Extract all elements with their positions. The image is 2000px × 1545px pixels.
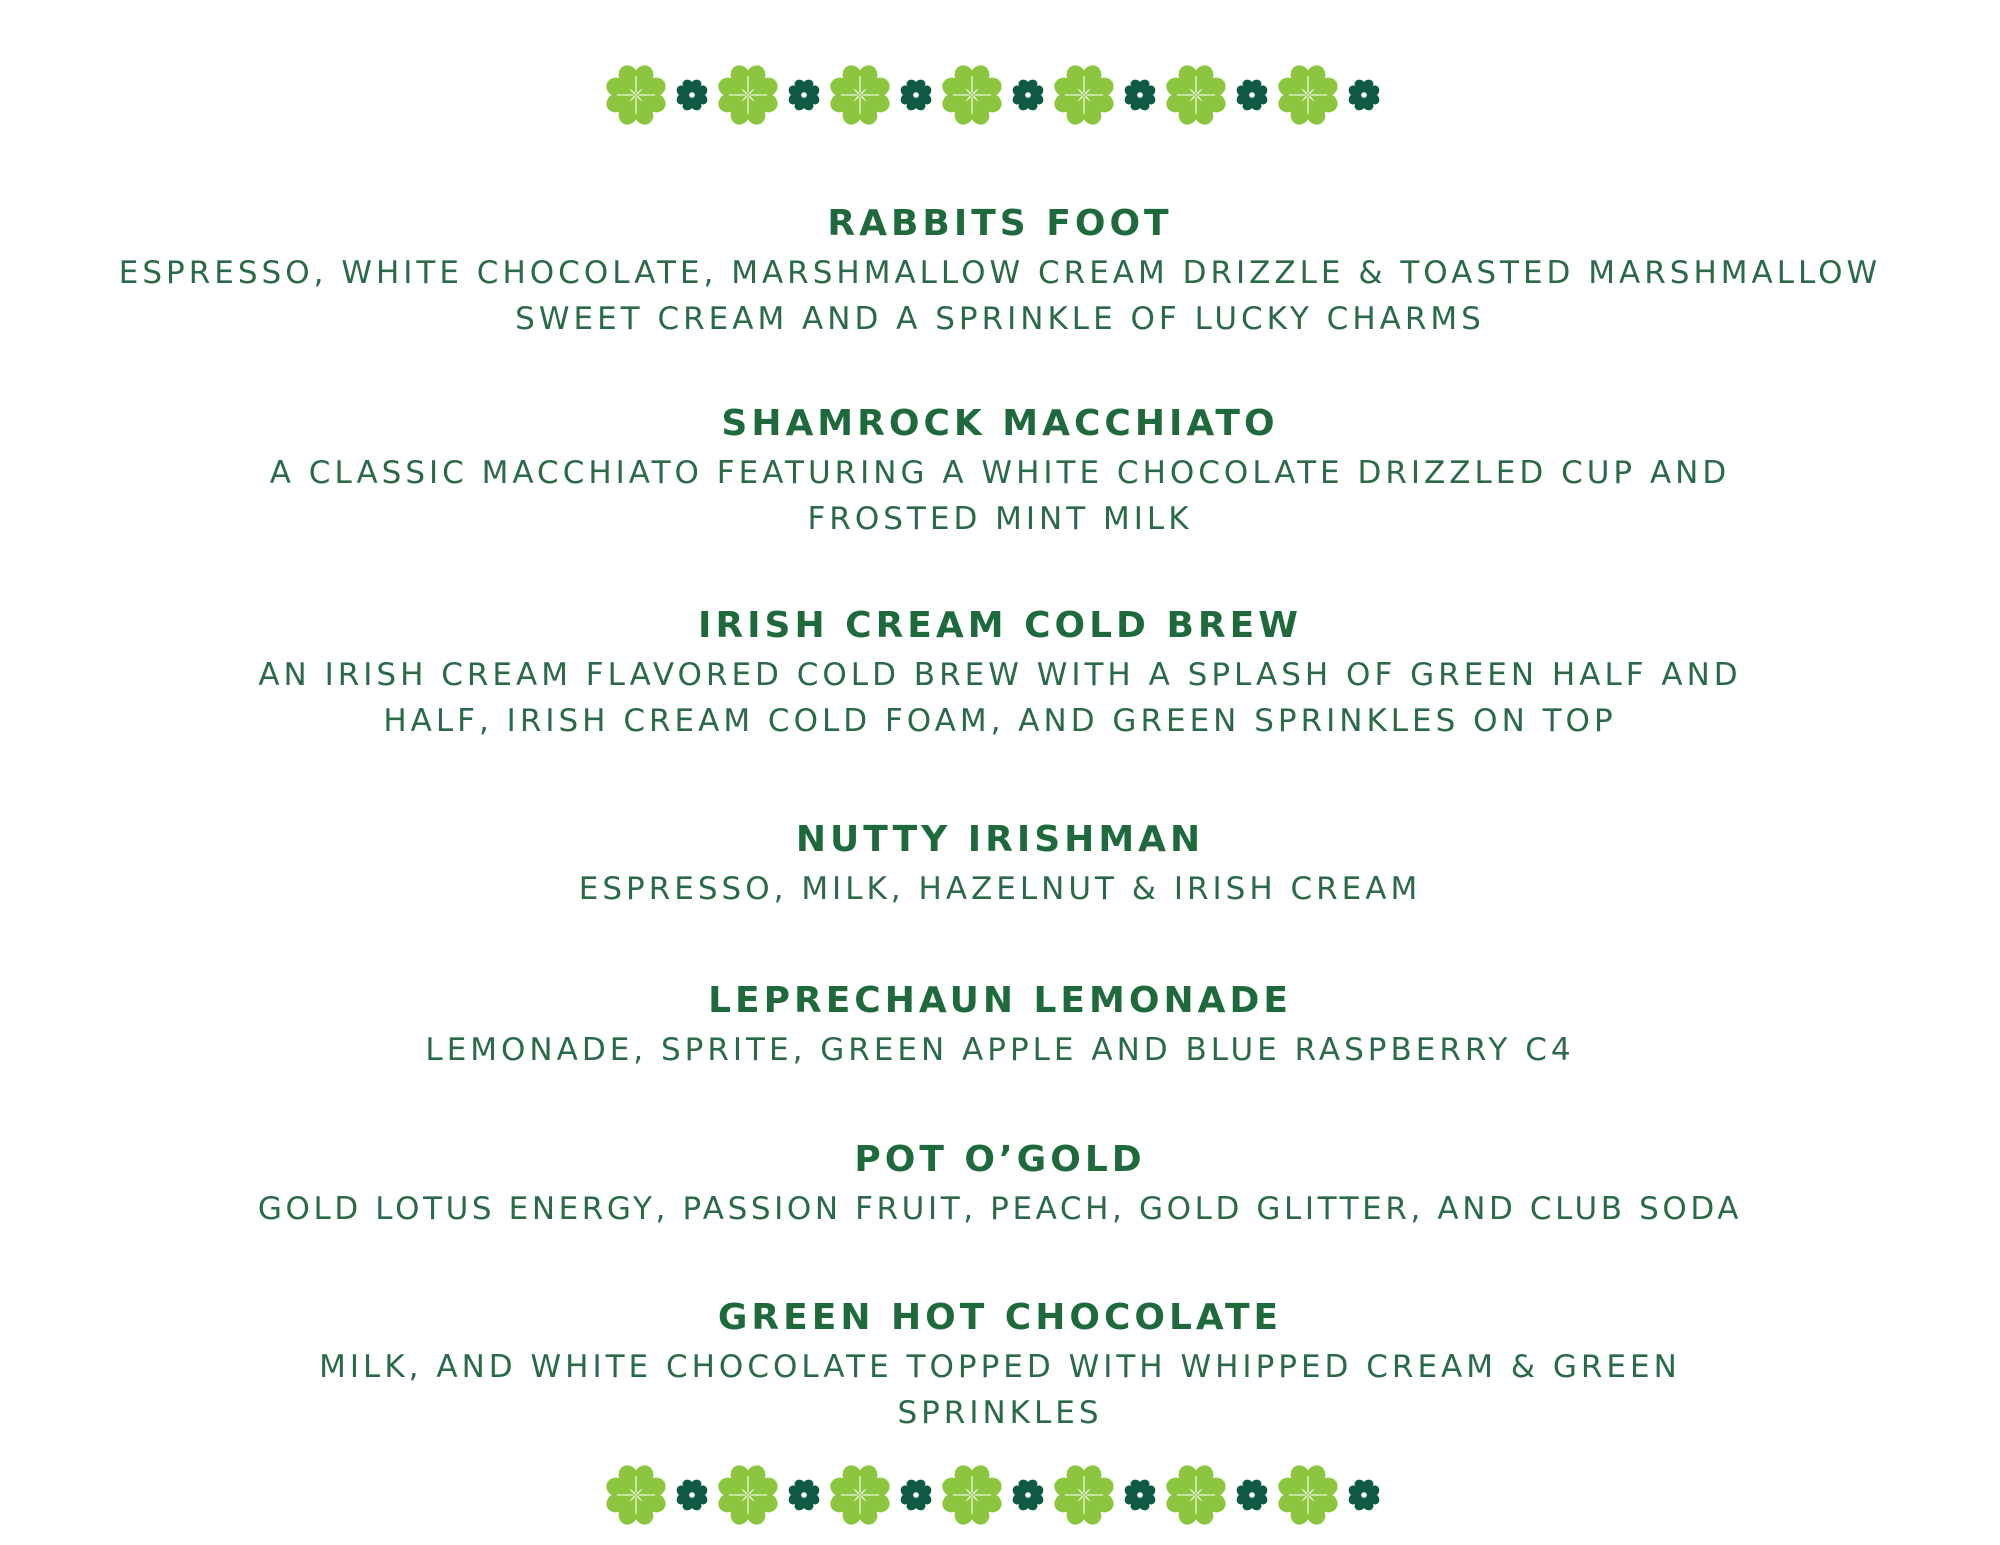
shamrock-icon xyxy=(936,59,1008,131)
small-clover-icon xyxy=(1008,75,1048,115)
menu-item-title: RABBITS FOOT xyxy=(827,203,1173,244)
shamrock-icon xyxy=(936,1459,1008,1531)
menu-item-title: SHAMROCK MACCHIATO xyxy=(721,403,1279,444)
small-clover-icon xyxy=(672,75,712,115)
menu-item-description: LEMONADE, SPRITE, GREEN APPLE AND BLUE RASPBERRY C4 xyxy=(425,1032,1575,1068)
small-clover-icon xyxy=(1008,1475,1048,1515)
menu-item-description: ESPRESSO, WHITE CHOCOLATE, MARSHMALLOW CREAM DRIZZLE & TOASTED MARSHMALLOW SWEET CREAM AND A SPRINKLE OF LUCKY CHARMS xyxy=(118,255,1882,337)
menu-item-rabbits-foot xyxy=(0,202,2000,342)
small-clover-icon xyxy=(1344,75,1384,115)
shamrock-icon xyxy=(1160,59,1232,131)
menu-item-title: GREEN HOT CHOCOLATE xyxy=(717,1297,1283,1338)
menu-item-irish-cream-cold-brew xyxy=(0,604,2000,744)
shamrock-icon xyxy=(600,1459,672,1531)
small-clover-icon xyxy=(1344,1475,1384,1515)
menu-item-title: POT O’GOLD xyxy=(854,1139,1146,1180)
shamrock-icon xyxy=(1048,1459,1120,1531)
menu-item-shamrock-macchiato xyxy=(0,402,2000,542)
menu-item-description: ESPRESSO, MILK, HAZELNUT & IRISH CREAM xyxy=(578,871,1422,907)
small-clover-icon xyxy=(784,1475,824,1515)
menu-item-pot-o-gold xyxy=(0,1138,2000,1232)
menu-item-leprechaun-lemonade xyxy=(0,979,2000,1073)
shamrock-icon xyxy=(712,1459,784,1531)
small-clover-icon xyxy=(784,75,824,115)
shamrock-icon xyxy=(712,59,784,131)
small-clover-icon xyxy=(1120,1475,1160,1515)
small-clover-icon xyxy=(896,75,936,115)
menu-item-description: AN IRISH CREAM FLAVORED COLD BREW WITH A SPLASH OF GREEN HALF AND HALF, IRISH CREAM COLD FOAM, AND GREEN SPRINKLES ON TOP xyxy=(258,657,1742,739)
shamrock-icon xyxy=(824,59,896,131)
top-shamrock-border xyxy=(600,55,1400,135)
bottom-shamrock-border xyxy=(600,1455,1400,1535)
shamrock-icon xyxy=(1272,59,1344,131)
small-clover-icon xyxy=(1232,75,1272,115)
menu-item-title: IRISH CREAM COLD BREW xyxy=(698,605,1302,646)
menu-item-green-hot-chocolate xyxy=(0,1296,2000,1436)
menu-item-description: A CLASSIC MACCHIATO FEATURING A WHITE CHOCOLATE DRIZZLED CUP AND FROSTED MINT MILK xyxy=(269,455,1731,537)
menu-item-nutty-irishman xyxy=(0,818,2000,912)
shamrock-icon xyxy=(1272,1459,1344,1531)
menu-item-description: MILK, AND WHITE CHOCOLATE TOPPED WITH WHIPPED CREAM & GREEN SPRINKLES xyxy=(319,1349,1681,1431)
shamrock-icon xyxy=(600,59,672,131)
small-clover-icon xyxy=(1232,1475,1272,1515)
menu-item-title: LEPRECHAUN LEMONADE xyxy=(708,980,1292,1021)
shamrock-icon xyxy=(824,1459,896,1531)
menu-item-title: NUTTY IRISHMAN xyxy=(795,819,1205,860)
small-clover-icon xyxy=(672,1475,712,1515)
small-clover-icon xyxy=(896,1475,936,1515)
shamrock-icon xyxy=(1048,59,1120,131)
menu-item-description: GOLD LOTUS ENERGY, PASSION FRUIT, PEACH, GOLD GLITTER, AND CLUB SODA xyxy=(257,1191,1743,1227)
shamrock-icon xyxy=(1160,1459,1232,1531)
small-clover-icon xyxy=(1120,75,1160,115)
